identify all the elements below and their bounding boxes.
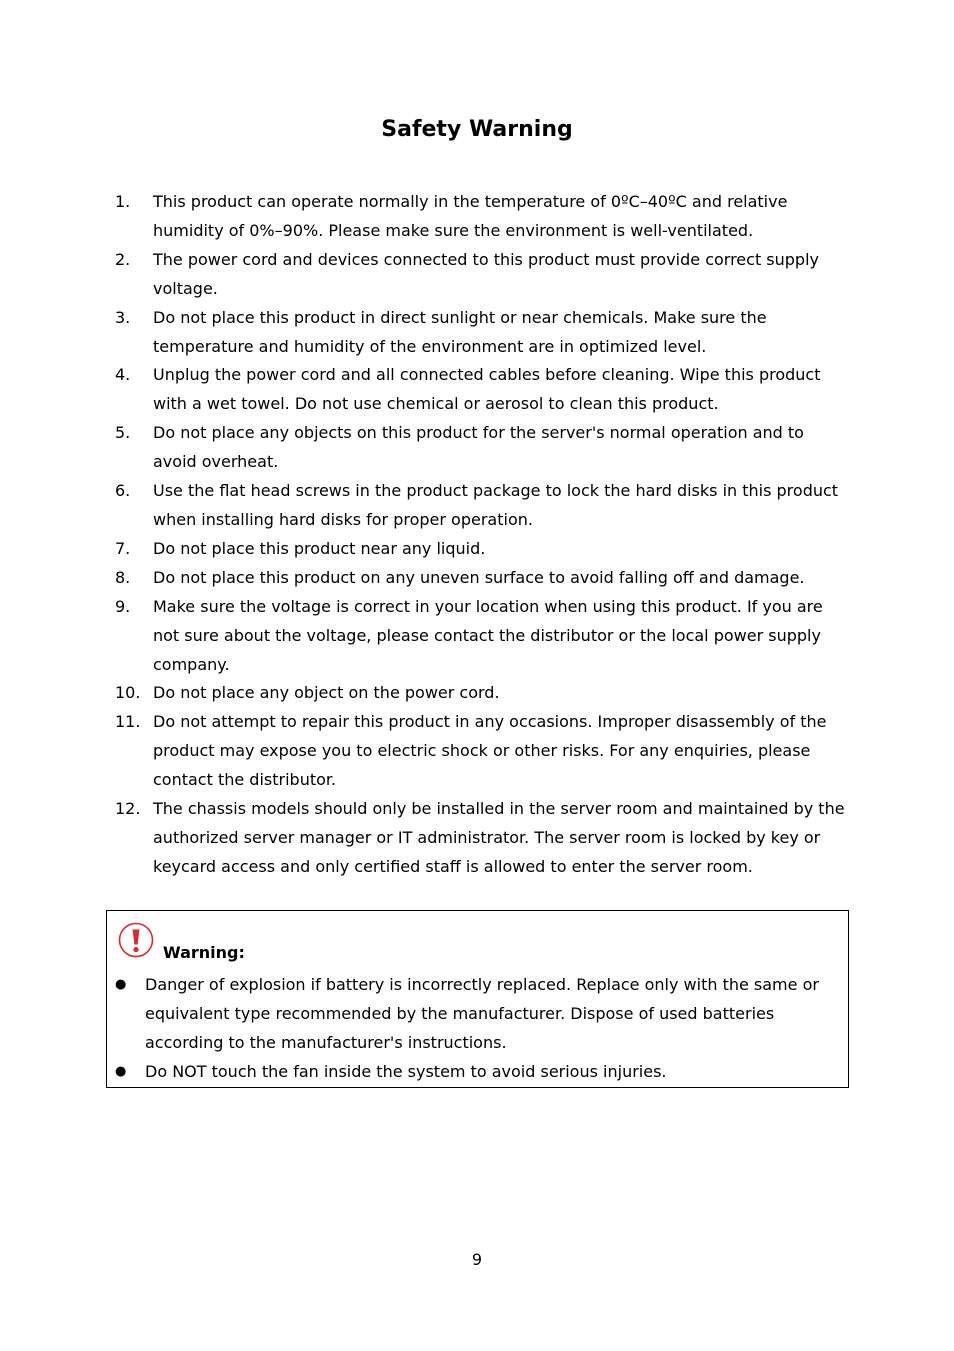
bullet-icon: ● <box>115 977 127 992</box>
list-item <box>115 679 845 708</box>
warning-item <box>115 1058 840 1087</box>
item-number: 6. <box>115 481 131 501</box>
list-item <box>115 188 845 246</box>
item-text: Do not place this product on any uneven surface to avoid falling off and damage. <box>153 567 805 587</box>
list-item <box>115 535 845 564</box>
warning-item-text: Danger of explosion if battery is incorrectly replaced. Replace only with the same or equivalent type recommended by the manufacturer. Dispose of used batteries according to the manufacturer's instructions. <box>145 975 819 1052</box>
item-text: Do not place any objects on this product for the server's normal operation and to avoid overheat. <box>153 423 804 472</box>
item-number: 1. <box>115 192 131 211</box>
list-item <box>115 419 845 477</box>
list-item <box>115 593 845 680</box>
list-item <box>115 246 845 304</box>
item-text: This product can operate normally in the temperature of 0ºC–40ºC and relative humidity of 0%–90%. Please make sure the environment is well-ventilated. <box>153 192 788 240</box>
item-number: 5. <box>115 423 131 443</box>
warning-item <box>115 971 840 1058</box>
item-text: Unplug the power cord and all connected cables before cleaning. Wipe this product with a wet towel. Do not use chemical or aerosol to clean this product. <box>153 365 821 414</box>
safety-list <box>115 188 845 882</box>
list-item <box>115 361 845 419</box>
warning-label: Warning: <box>163 943 245 962</box>
list-item <box>115 795 845 882</box>
warning-item-text: Do NOT touch the fan inside the system to avoid serious injuries. <box>145 1061 667 1081</box>
item-number: 10. <box>115 683 141 703</box>
item-text: Do not place any object on the power cord. <box>153 683 500 703</box>
bullet-icon: ● <box>115 1063 127 1079</box>
item-text: Do not place this product near any liquid. <box>153 538 486 558</box>
item-number: 2. <box>115 249 131 269</box>
warning-list <box>115 971 840 1087</box>
list-item <box>115 477 845 535</box>
item-number: 3. <box>115 307 131 327</box>
item-text: Use the flat head screws in the product package to lock the hard disks in this product when installing hard disks for proper operation. <box>153 481 839 529</box>
item-number: 8. <box>115 567 131 587</box>
item-number: 12. <box>115 799 141 819</box>
item-text: The power cord and devices connected to this product must provide correct supply voltage. <box>153 249 819 298</box>
list-item <box>115 564 845 593</box>
item-number: 7. <box>115 538 131 558</box>
item-number: 4. <box>115 365 131 385</box>
list-item <box>115 708 845 795</box>
list-item <box>115 304 845 362</box>
exclamation-circle-icon <box>118 922 154 958</box>
item-number: 9. <box>115 596 131 616</box>
page-title: Safety Warning <box>381 117 573 142</box>
item-text: Make sure the voltage is correct in your location when using this product. If you are not sure about the voltage, please contact the distributor or the local power supply company. <box>153 596 823 674</box>
item-text: The chassis models should only be installed in the server room and maintained by the authorized server manager or IT administrator. The server room is locked by key or keycard access and only certified staff is allowed to enter the server room. <box>153 799 845 876</box>
item-text: Do not place this product in direct sunlight or near chemicals. Make sure the temperature and humidity of the environment are in optimized level. <box>153 307 767 356</box>
item-number: 11. <box>115 712 141 732</box>
page-number: 9 <box>471 1250 483 1269</box>
warning-box <box>106 910 849 1088</box>
item-text: Do not attempt to repair this product in any occasions. Improper disassembly of the product may expose you to electric shock or other risks. For any enquiries, please contact the distributor. <box>153 712 827 790</box>
